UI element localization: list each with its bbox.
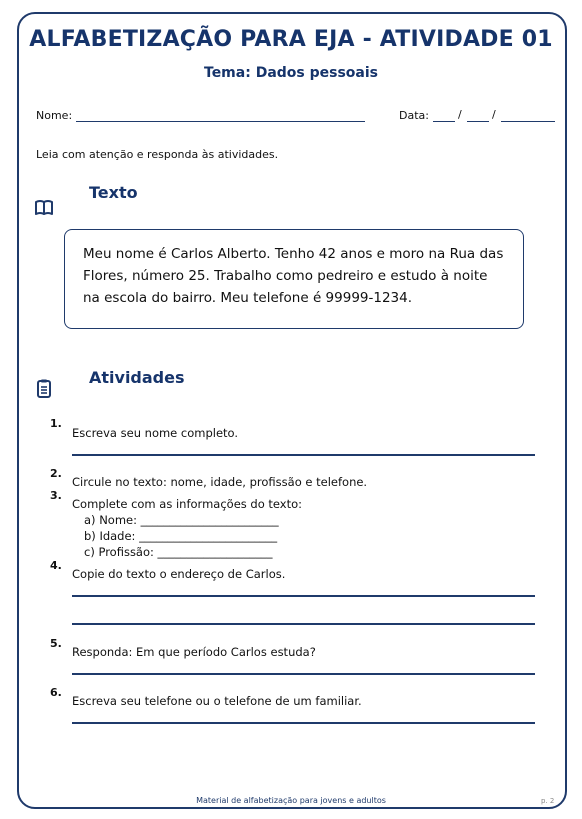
fill-in-profession[interactable]: c) Profissão: ____________________ xyxy=(84,545,273,559)
answer-line[interactable] xyxy=(72,673,535,675)
instructions: Leia com atenção e responda às atividades. xyxy=(36,148,279,161)
question-text: Circule no texto: nome, idade, profissão e telefone. xyxy=(72,475,368,489)
question-text: Copie do texto o endereço de Carlos. xyxy=(72,567,286,581)
reading-text-box: Meu nome é Carlos Alberto. Tenho 42 anos e moro na Rua das Flores, número 25. Trabalho como pedreiro e estudo à noite na escola do bairro. Meu telefone é 99999-1234. xyxy=(64,229,524,329)
question-text: Complete com as informações do texto: xyxy=(72,497,303,511)
question-number: 6. xyxy=(50,686,62,699)
page-frame xyxy=(17,12,567,809)
activities-section-title: Atividades xyxy=(89,368,185,387)
clipboard-icon xyxy=(34,378,54,398)
question-number: 5. xyxy=(50,637,62,650)
name-field[interactable] xyxy=(76,121,365,122)
date-year-field[interactable] xyxy=(501,121,555,122)
answer-line[interactable] xyxy=(72,623,535,625)
date-day-field[interactable] xyxy=(433,121,455,122)
name-label: Nome: xyxy=(36,109,73,122)
fill-in-name[interactable]: a) Nome: ________________________ xyxy=(84,513,279,527)
question-number: 1. xyxy=(50,417,62,430)
page-subtitle: Tema: Dados pessoais xyxy=(204,65,378,81)
footer-text: Material de alfabetização para jovens e adultos xyxy=(196,796,386,805)
question-text: Escreva seu nome completo. xyxy=(72,426,239,440)
page-number: p. 2 xyxy=(541,797,555,805)
date-label: Data: xyxy=(399,109,429,122)
question-text: Escreva seu telefone ou o telefone de um familiar. xyxy=(72,694,362,708)
question-number: 4. xyxy=(50,559,62,572)
page-title: ALFABETIZAÇÃO PARA EJA - ATIVIDADE 01 xyxy=(29,27,553,52)
question-text: Responda: Em que período Carlos estuda? xyxy=(72,645,316,659)
text-section-title: Texto xyxy=(89,183,138,202)
book-icon xyxy=(34,198,54,218)
question-number: 3. xyxy=(50,489,62,502)
question-number: 2. xyxy=(50,467,62,480)
date-separator: / xyxy=(458,108,462,121)
date-separator: / xyxy=(492,108,496,121)
answer-line[interactable] xyxy=(72,722,535,724)
answer-line[interactable] xyxy=(72,454,535,456)
date-month-field[interactable] xyxy=(467,121,489,122)
fill-in-age[interactable]: b) Idade: ________________________ xyxy=(84,529,278,543)
answer-line[interactable] xyxy=(72,595,535,597)
